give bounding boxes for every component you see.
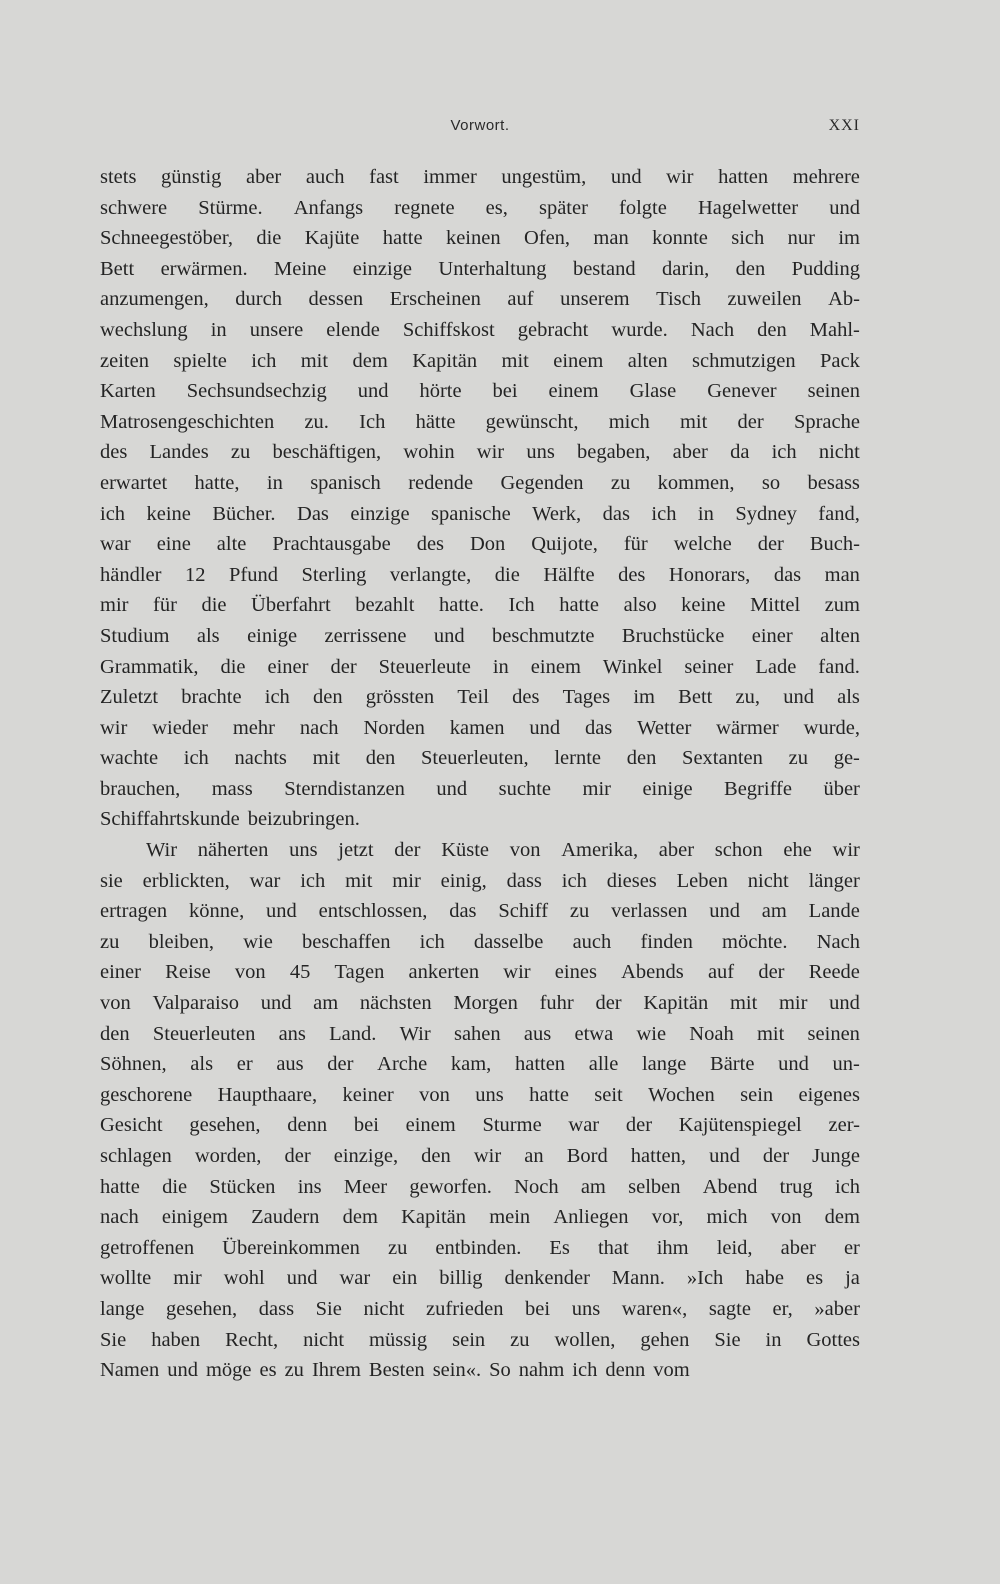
text-line: Schiffahrtskunde beizubringen. xyxy=(100,808,360,831)
text-line: Schneegestöber, die Kajüte hatte keinen Ofen, man konnte sich nur im xyxy=(100,227,860,250)
text-line: Zuletzt brachte ich den grössten Teil des Tages im Bett zu, und als xyxy=(100,686,860,709)
text-line: hatte die Stücken ins Meer geworfen. Noch am selben Abend trug ich xyxy=(100,1175,860,1198)
text-line: zeiten spielte ich mit dem Kapitän mit einem alten schmutzigen Pack xyxy=(100,349,860,372)
text-line: sie erblickten, war ich mit mir einig, dass ich dieses Leben nicht länger xyxy=(100,869,860,892)
text-line: brauchen, mass Sterndistanzen und suchte mir einige Begriffe über xyxy=(100,777,860,800)
text-line: erwartet hatte, in spanisch redende Gegenden zu kommen, so besass xyxy=(100,471,860,494)
text-line: Grammatik, die einer der Steuerleute in einem Winkel seiner Lade fand. xyxy=(100,655,860,678)
text-line: zu bleiben, wie beschaffen ich dasselbe auch finden möchte. Nach xyxy=(100,930,860,953)
text-line: Wir näherten uns jetzt der Küste von Amerika, aber schon ehe wir xyxy=(146,839,860,862)
paragraph xyxy=(100,162,860,835)
text-line: getroffenen Übereinkommen zu entbinden. Es that ihm leid, aber er xyxy=(100,1236,860,1259)
text-line: von Valparaiso und am nächsten Morgen fuhr der Kapitän mit mir und xyxy=(100,992,860,1015)
text-line: lange gesehen, dass Sie nicht zufrieden bei uns waren«, sagte er, »aber xyxy=(100,1297,860,1320)
body-text xyxy=(100,162,860,1386)
text-line: Studium als einige zerrissene und beschmutzte Bruchstücke einer alten xyxy=(100,624,860,647)
running-title: Vorwort. xyxy=(450,117,510,134)
text-line: Söhnen, als er aus der Arche kam, hatten alle lange Bärte und un- xyxy=(100,1053,860,1076)
text-line: wir wieder mehr nach Norden kamen und das Wetter wärmer wurde, xyxy=(100,716,860,739)
text-line: wachte ich nachts mit den Steuerleuten, lernte den Sextanten zu ge- xyxy=(100,747,860,770)
text-line: stets günstig aber auch fast immer ungestüm, und wir hatten mehrere xyxy=(100,166,860,188)
text-line: händler 12 Pfund Sterling verlangte, die Hälfte des Honorars, das man xyxy=(100,563,860,586)
text-line: anzumengen, durch dessen Erscheinen auf unserem Tisch zuweilen Ab- xyxy=(100,288,860,311)
text-line: wollte mir wohl und war ein billig denkender Mann. »Ich habe es ja xyxy=(100,1267,860,1290)
text-line: Bett erwärmen. Meine einzige Unterhaltung bestand darin, den Pudding xyxy=(100,257,860,280)
text-line: schlagen worden, der einzige, den wir an Bord hatten, und der Junge xyxy=(100,1145,860,1167)
text-line: des Landes zu beschäftigen, wohin wir uns begaben, aber da ich nicht xyxy=(100,441,860,464)
text-line: Gesicht gesehen, denn bei einem Sturme war der Kajütenspiegel zer- xyxy=(100,1114,860,1137)
text-line: einer Reise von 45 Tagen ankerten wir eines Abends auf der Reede xyxy=(100,961,860,984)
text-line: ich keine Bücher. Das einzige spanische Werk, das ich in Sydney fand, xyxy=(100,502,860,525)
text-line: den Steuerleuten ans Land. Wir sahen aus etwa wie Noah mit seinen xyxy=(100,1022,860,1045)
paragraph xyxy=(100,835,860,1386)
text-line: schwere Stürme. Anfangs regnete es, später folgte Hagelwetter und xyxy=(100,196,860,219)
text-line: war eine alte Prachtausgabe des Don Quijote, für welche der Buch- xyxy=(100,533,860,556)
text-line: nach einigem Zaudern dem Kapitän mein Anliegen vor, mich von dem xyxy=(100,1206,860,1229)
text-line: geschorene Haupthaare, keiner von uns hatte seit Wochen sein eigenes xyxy=(100,1083,860,1106)
text-line: Namen und möge es zu Ihrem Besten sein«. So nahm ich denn vom xyxy=(100,1359,690,1382)
text-line: ertragen könne, und entschlossen, das Schiff zu verlassen und am Lande xyxy=(100,900,860,923)
text-line: Sie haben Recht, nicht müssig sein zu wollen, gehen Sie in Gottes xyxy=(100,1328,860,1351)
page-number: XXI xyxy=(828,117,860,134)
text-line: mir für die Überfahrt bezahlt hatte. Ich hatte also keine Mittel zum xyxy=(100,594,860,617)
text-line: Karten Sechsundsechzig und hörte bei einem Glase Genever seinen xyxy=(100,380,860,403)
text-line: wechslung in unsere elende Schiffskost gebracht wurde. Nach den Mahl- xyxy=(100,318,860,341)
text-line: Matrosengeschichten zu. Ich hätte gewünscht, mich mit der Sprache xyxy=(100,410,860,433)
running-head xyxy=(100,117,860,139)
